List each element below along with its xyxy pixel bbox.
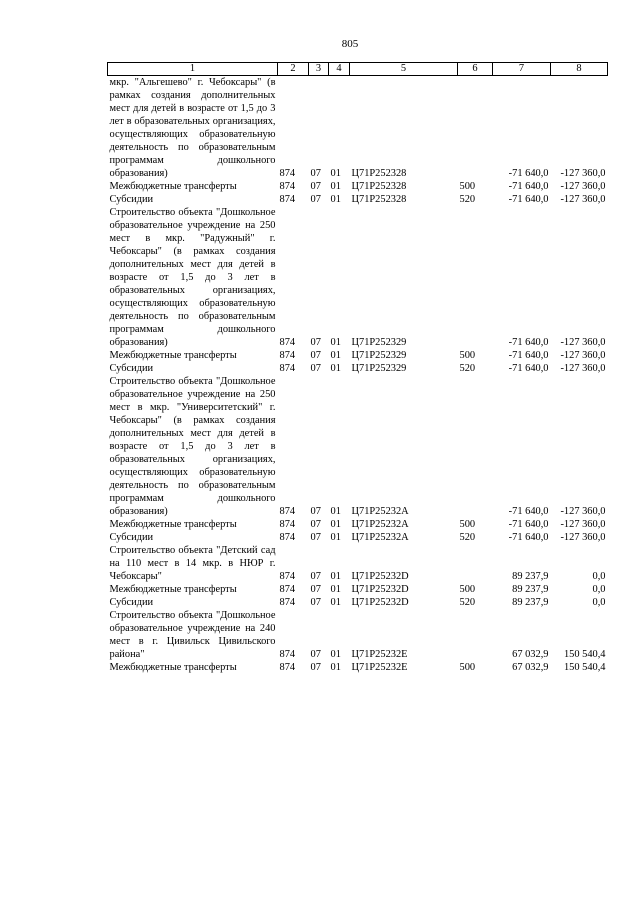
section-code: 07 (310, 597, 321, 608)
header-row (108, 63, 608, 76)
section-code: 07 (310, 350, 321, 361)
amount-year-1: -71 640,0 (508, 181, 549, 192)
target-article-code: Ц71P25232A (351, 532, 409, 543)
expense-type-code: 500 (459, 181, 476, 192)
item-name: Строительство объекта "Дошкольное образовательное учреждение на 250 мест в мкр. "Радужный" г. Чебоксары" (в рамках создания дополнительных мест для детей в возрасте от 1,5 до 3 лет в образовательных организациях, осуществляющих образовательную деятельность по образовательным программам дошкольного образования) (109, 207, 276, 348)
amount-year-1: -71 640,0 (508, 350, 549, 361)
table-row (108, 362, 608, 375)
target-article-code: Ц71P252329 (351, 363, 407, 374)
ministry-code: 874 (279, 532, 296, 543)
ministry-code: 874 (279, 350, 296, 361)
ministry-code: 874 (279, 662, 296, 673)
ministry-code: 874 (279, 363, 296, 374)
amount-year-2: 150 540,4 (563, 649, 606, 660)
expense-type-code: 520 (459, 597, 476, 608)
ministry-code: 874 (279, 506, 296, 517)
item-name: Строительство объекта "Дошкольное образовательное учреждение на 240 мест в г. Цивильск Цивильского района" (109, 610, 276, 660)
subsection-code: 01 (330, 194, 341, 205)
table-row (108, 531, 608, 544)
section-code: 07 (310, 337, 321, 348)
amount-year-1: -71 640,0 (508, 337, 549, 348)
amount-year-1: -71 640,0 (508, 506, 549, 517)
amount-year-2: -127 360,0 (560, 168, 606, 179)
amount-year-1: 67 032,9 (512, 662, 549, 673)
section-code: 07 (310, 584, 321, 595)
subsection-code: 01 (330, 662, 341, 673)
subsection-code: 01 (330, 506, 341, 517)
subsection-code: 01 (330, 597, 341, 608)
amount-year-2: -127 360,0 (560, 337, 606, 348)
amount-year-2: -127 360,0 (560, 532, 606, 543)
item-name: Межбюджетные трансферты (109, 519, 237, 530)
ministry-code: 874 (279, 181, 296, 192)
item-name: Межбюджетные трансферты (109, 350, 237, 361)
header-col-2: 2 (278, 63, 309, 76)
target-article-code: Ц71P25232D (351, 597, 409, 608)
table-row (108, 375, 608, 518)
amount-year-2: 0,0 (592, 571, 606, 582)
ministry-code: 874 (279, 168, 296, 179)
item-name: Межбюджетные трансферты (109, 584, 237, 595)
expense-type-code: 520 (459, 532, 476, 543)
section-code: 07 (310, 519, 321, 530)
table-row (108, 596, 608, 609)
expense-type-code (458, 76, 493, 181)
amount-year-2: -127 360,0 (560, 350, 606, 361)
expense-type-code (458, 375, 493, 518)
header-col-5: 5 (350, 63, 458, 76)
amount-year-2: 0,0 (592, 584, 606, 595)
header-col-6: 6 (458, 63, 493, 76)
expense-type-code (458, 609, 493, 661)
budget-table (107, 62, 608, 674)
expense-type-code: 500 (459, 662, 476, 673)
expense-type-code (458, 544, 493, 583)
amount-year-2: 0,0 (592, 597, 606, 608)
target-article-code: Ц71P252328 (351, 181, 407, 192)
ministry-code: 874 (279, 337, 296, 348)
header-col-8: 8 (551, 63, 608, 76)
target-article-code: Ц71P25232A (351, 506, 409, 517)
expense-type-code: 520 (459, 363, 476, 374)
target-article-code: Ц71P25232D (351, 571, 409, 582)
target-article-code: Ц71P252328 (351, 194, 407, 205)
amount-year-1: 67 032,9 (512, 649, 549, 660)
amount-year-1: -71 640,0 (508, 363, 549, 374)
item-name: Межбюджетные трансферты (109, 181, 237, 192)
section-code: 07 (310, 363, 321, 374)
subsection-code: 01 (330, 350, 341, 361)
item-name: Строительство объекта "Детский сад на 110 мест в 14 мкр. в НЮР г. Чебоксары" (109, 545, 276, 582)
ministry-code: 874 (279, 597, 296, 608)
table-row (108, 349, 608, 362)
amount-year-2: 150 540,4 (563, 662, 606, 673)
ministry-code: 874 (279, 584, 296, 595)
table-row (108, 76, 608, 181)
subsection-code: 01 (330, 532, 341, 543)
expense-type-code: 500 (459, 350, 476, 361)
section-code: 07 (310, 532, 321, 543)
target-article-code: Ц71P25232D (351, 584, 409, 595)
amount-year-1: -71 640,0 (508, 194, 549, 205)
ministry-code: 874 (279, 519, 296, 530)
ministry-code: 874 (279, 649, 296, 660)
amount-year-1: -71 640,0 (508, 519, 549, 530)
section-code: 07 (310, 168, 321, 179)
table-row (108, 544, 608, 583)
table-row (108, 206, 608, 349)
target-article-code: Ц71P252328 (351, 168, 407, 179)
table-row (108, 518, 608, 531)
item-name: Субсидии (109, 532, 154, 543)
amount-year-2: -127 360,0 (560, 506, 606, 517)
amount-year-2: -127 360,0 (560, 194, 606, 205)
table-row (108, 609, 608, 661)
subsection-code: 01 (330, 571, 341, 582)
subsection-code: 01 (330, 337, 341, 348)
amount-year-2: -127 360,0 (560, 181, 606, 192)
ministry-code: 874 (279, 194, 296, 205)
table-row (108, 583, 608, 596)
amount-year-1: 89 237,9 (512, 597, 549, 608)
subsection-code: 01 (330, 649, 341, 660)
amount-year-2: -127 360,0 (560, 363, 606, 374)
table-row (108, 193, 608, 206)
section-code: 07 (310, 506, 321, 517)
target-article-code: Ц71P252329 (351, 350, 407, 361)
header-col-7: 7 (493, 63, 551, 76)
subsection-code: 01 (330, 363, 341, 374)
target-article-code: Ц71P25232E (351, 649, 408, 660)
page-number: 805 (341, 38, 359, 50)
table-body (108, 63, 608, 675)
header-col-4: 4 (329, 63, 350, 76)
expense-type-code (458, 206, 493, 349)
amount-year-1: 89 237,9 (512, 584, 549, 595)
amount-year-2: -127 360,0 (560, 519, 606, 530)
item-name: Строительство объекта "Дошкольное образовательное учреждение на 250 мест в мкр. "Университетский" г. Чебоксары" (в рамках создания дополнительных мест для детей в возрасте от 1,5 до 3 лет в образовательных организациях, осуществляющих образовательную деятельность по образовательным программам дошкольного образования) (109, 376, 276, 517)
subsection-code: 01 (330, 519, 341, 530)
item-name: Субсидии (109, 363, 154, 374)
section-code: 07 (310, 649, 321, 660)
expense-type-code: 500 (459, 584, 476, 595)
amount-year-1: 89 237,9 (512, 571, 549, 582)
item-name: мкр. "Альгешево" г. Чебоксары" (в рамках создания дополнительных мест для детей в возрасте от 1,5 до 3 лет в образовательных организациях, осуществляющих образовательную деятельность по образовательным программам дошкольного образования) (109, 77, 276, 179)
section-code: 07 (310, 571, 321, 582)
target-article-code: Ц71P252329 (351, 337, 407, 348)
header-col-3: 3 (309, 63, 329, 76)
table-row (108, 180, 608, 193)
item-name: Межбюджетные трансферты (109, 662, 237, 673)
expense-type-code: 500 (459, 519, 476, 530)
target-article-code: Ц71P25232A (351, 519, 409, 530)
amount-year-1: -71 640,0 (508, 168, 549, 179)
section-code: 07 (310, 181, 321, 192)
table-row (108, 661, 608, 674)
section-code: 07 (310, 194, 321, 205)
item-name: Субсидии (109, 194, 154, 205)
item-name: Субсидии (109, 597, 154, 608)
subsection-code: 01 (330, 181, 341, 192)
expense-type-code: 520 (459, 194, 476, 205)
target-article-code: Ц71P25232E (351, 662, 408, 673)
ministry-code: 874 (279, 571, 296, 582)
subsection-code: 01 (330, 168, 341, 179)
header-col-1: 1 (108, 63, 278, 76)
section-code: 07 (310, 662, 321, 673)
subsection-code: 01 (330, 584, 341, 595)
amount-year-1: -71 640,0 (508, 532, 549, 543)
